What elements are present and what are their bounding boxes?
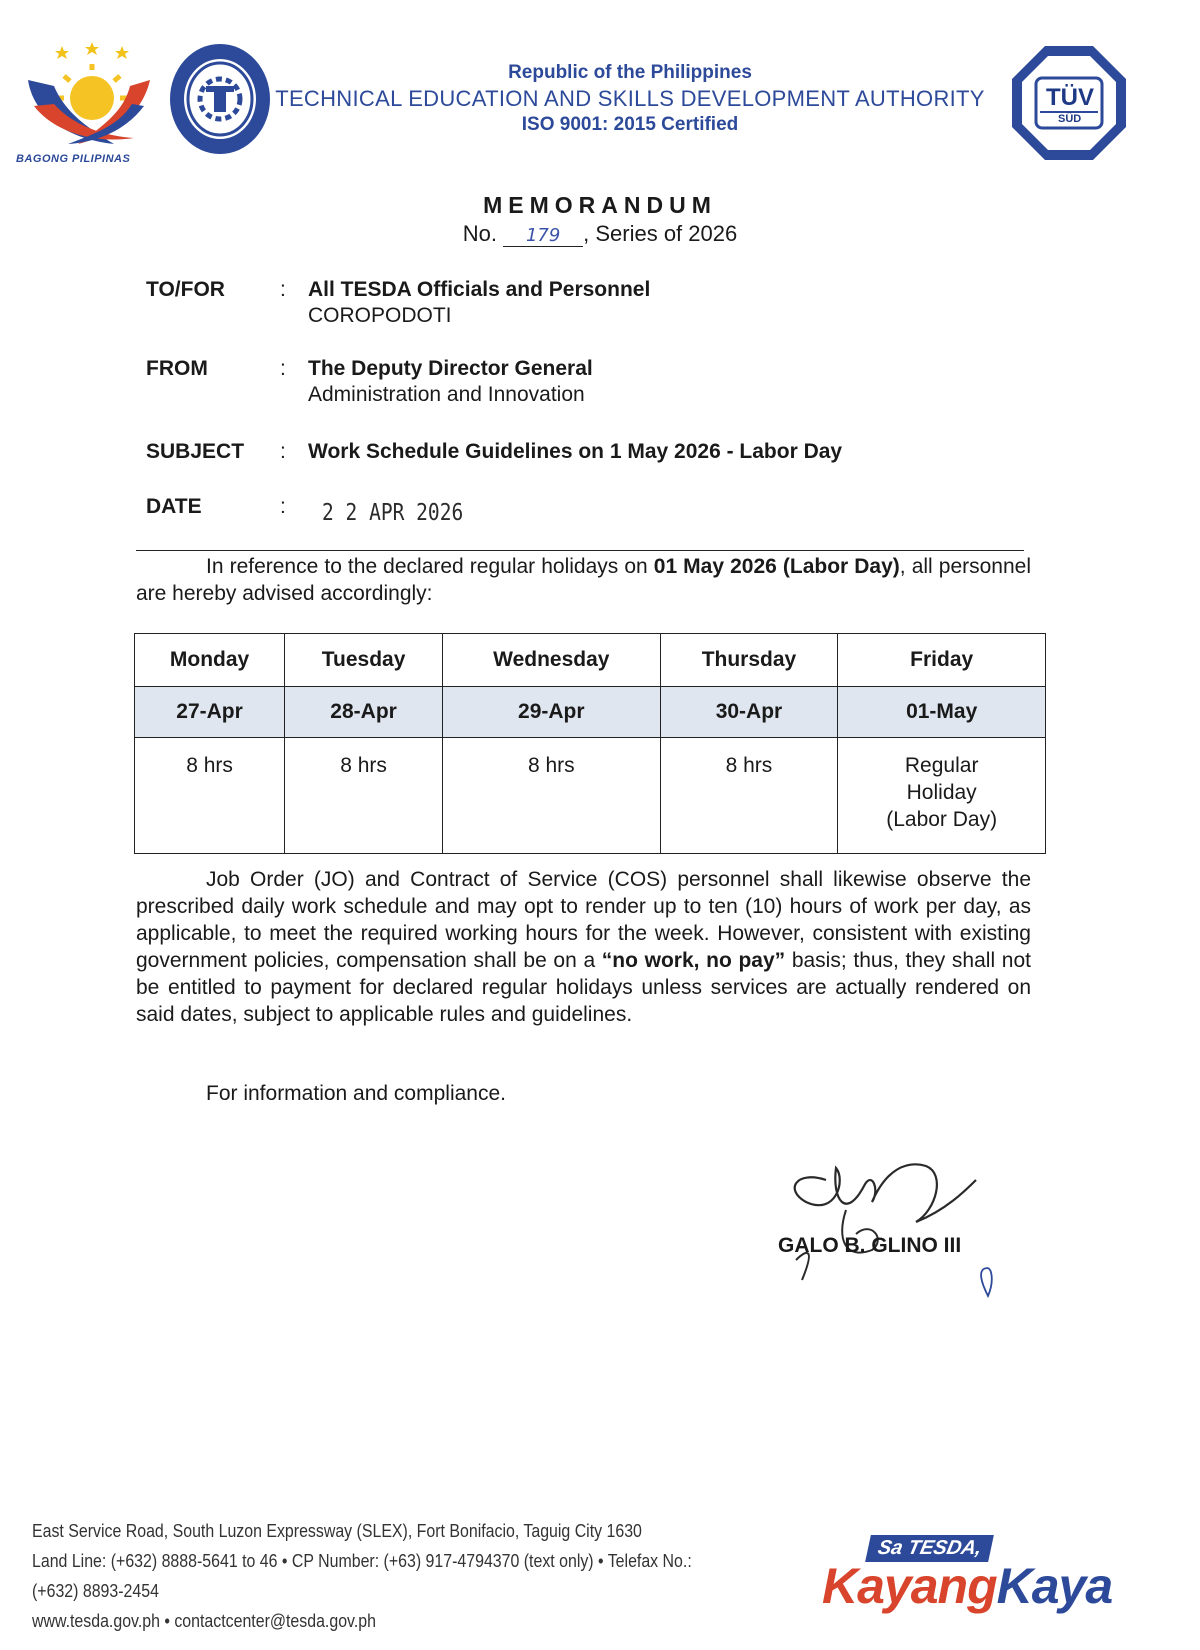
day-header: Thursday (660, 634, 838, 687)
holiday-line: Regular (904, 754, 979, 777)
signatory-name: GALO B. GLINO III (778, 1234, 962, 1257)
footer-address: East Service Road, South Luzon Expressway (SLEX), Fort Bonifacio, Taguig City 1630 (32, 1520, 642, 1541)
hours-cell: 8 hrs (443, 738, 661, 854)
tesda-seal-icon (168, 42, 272, 156)
subject-value (308, 440, 842, 464)
kayang-kaya-logo (822, 1557, 1112, 1615)
date-colon: : (280, 495, 286, 518)
to-recipient-sub: COROPODOTI (308, 304, 452, 327)
bagong-pilipinas-label: BAGONG PILIPINAS (16, 153, 131, 165)
letterhead (270, 62, 990, 136)
day-header: Friday (838, 634, 1046, 687)
memo-number-line (0, 221, 1200, 247)
to-colon: : (280, 278, 286, 301)
tuv-sud-logo (1010, 44, 1128, 162)
jo-cos-text-end: basis; thus, they shall not be entitled to payment for declared regular holidays unless services are actually rendered on said dates, subject to applicable rules and guidelines. (136, 949, 1031, 1026)
memo-no-prefix: No. (462, 221, 497, 246)
intro-paragraph (136, 553, 1031, 607)
tuv-sud-label: SÜD (1058, 113, 1082, 125)
to-value (308, 278, 650, 328)
hours-cell: 8 hrs (660, 738, 838, 854)
subject-label: SUBJECT (146, 440, 245, 463)
closing-line: For information and compliance. (206, 1082, 506, 1105)
from-sender-sub: Administration and Innovation (308, 383, 585, 406)
footer-web: www.tesda.gov.ph • contactcenter@tesda.gov.ph (32, 1610, 376, 1631)
agency-name: TECHNICAL EDUCATION AND SKILLS DEVELOPMENT AUTHORITY (275, 86, 985, 111)
footer-phones: Land Line: (+632) 8888-5641 to 46 • CP Number: (+63) 917-4794370 (text only) • Telefax No.: (+632) 8893-2454 (32, 1550, 692, 1601)
date-cell: 27-Apr (135, 687, 285, 738)
footer-contact (32, 1516, 720, 1636)
day-header: Tuesday (285, 634, 443, 687)
from-colon: : (280, 357, 286, 380)
holiday-line: (Labor Day) (886, 808, 998, 831)
work-schedule-table (134, 633, 1046, 854)
intro-text-end: , all personnel are hereby advised accordingly: (136, 555, 1031, 605)
tuv-iso-label: ISO 9001 (1054, 140, 1088, 149)
subject-text: Work Schedule Guidelines on 1 May 2026 - Labor Day (308, 440, 843, 463)
tagline-kaya: Kaya (996, 1558, 1113, 1614)
jo-cos-text-start: Job Order (JO) and Contract of Service (COS) personnel shall likewise observe the prescribed daily work schedule and may opt to render up to ten (10) hours of work per day, as applicable, to meet the required working hours for the week. However, consistent with existing government policies, compensation shall be on a (136, 868, 1031, 972)
holiday-line: Holiday (906, 781, 977, 804)
tagline-kayang: Kayang (822, 1558, 997, 1614)
subject-colon: : (280, 440, 286, 463)
date-label: DATE (146, 495, 202, 518)
from-label: FROM (146, 357, 208, 380)
handwritten-signature-icon (776, 1150, 1006, 1300)
from-value (308, 357, 593, 407)
memo-series: , Series of 2026 (583, 221, 738, 246)
date-cell: 30-Apr (660, 687, 838, 738)
tuv-wordmark: TÜV (1046, 84, 1094, 111)
bagong-pilipinas-logo (14, 40, 164, 165)
tagline-top: Sa TESDA, (865, 1535, 994, 1562)
intro-text-start: In reference to the declared regular holidays on (206, 555, 654, 578)
date-cell: 28-Apr (285, 687, 443, 738)
table-row-dates (135, 687, 1046, 738)
tesda-seal (168, 42, 272, 156)
republic-line: Republic of the Philippines (508, 62, 752, 83)
hours-cell: 8 hrs (135, 738, 285, 854)
no-work-no-pay: “no work, no pay” (601, 949, 786, 972)
memo-title: MEMORANDUM (483, 192, 717, 218)
iso-certification: ISO 9001: 2015 Certified (521, 114, 739, 135)
table-row-days (135, 634, 1046, 687)
memo-number: 179 (503, 225, 583, 247)
hours-cell: 8 hrs (285, 738, 443, 854)
to-label: TO/FOR (146, 278, 225, 301)
date-stamp: 2 2 APR 2026 (322, 500, 464, 526)
signature (776, 1150, 1006, 1300)
intro-holiday-date: 01 May 2026 (Labor Day) (653, 555, 900, 578)
table-row-hours (135, 738, 1046, 854)
header-divider (136, 550, 1024, 551)
date-cell: 01-May (838, 687, 1046, 738)
bagong-pilipinas-icon (14, 40, 164, 152)
jo-cos-paragraph (136, 866, 1031, 1028)
holiday-cell (838, 738, 1046, 854)
to-recipient: All TESDA Officials and Personnel (308, 278, 651, 301)
day-header: Wednesday (443, 634, 661, 687)
date-cell: 29-Apr (443, 687, 661, 738)
day-header: Monday (135, 634, 285, 687)
from-sender: The Deputy Director General (308, 357, 593, 380)
